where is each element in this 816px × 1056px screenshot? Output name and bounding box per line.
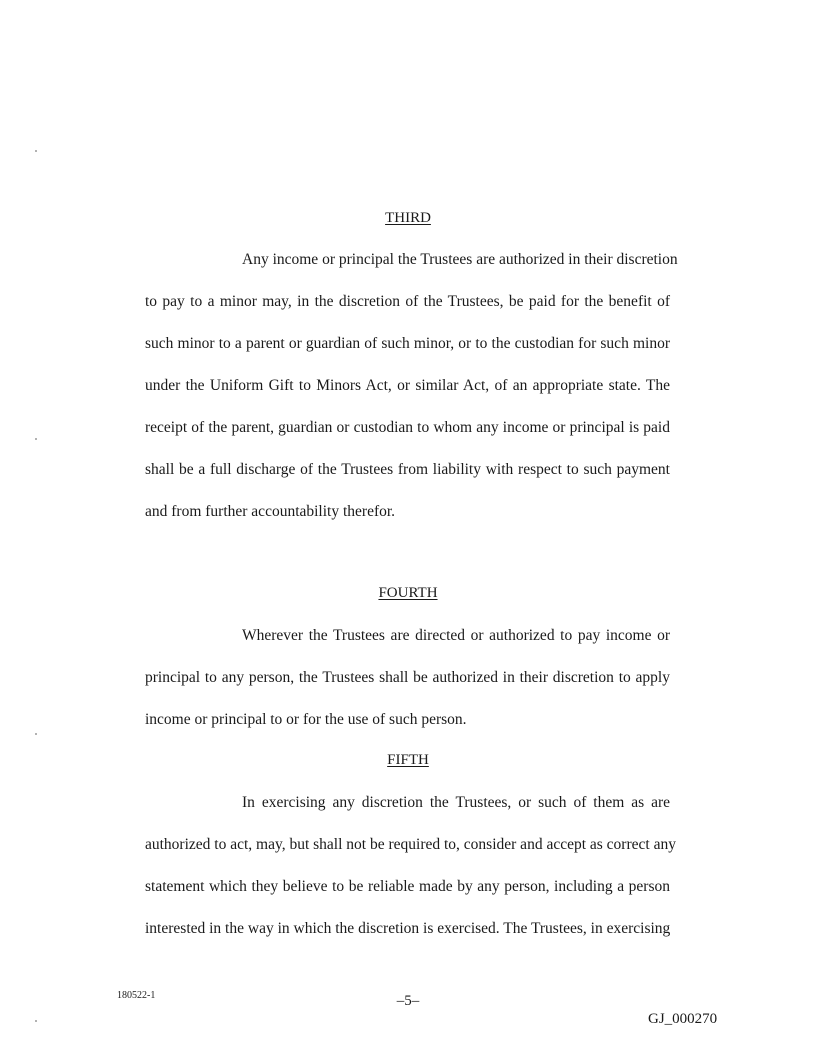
document-code: 180522-1 [117, 990, 156, 1001]
body-line: under the Uniform Gift to Minors Act, or similar Act, of an appropriate state. The [145, 377, 670, 394]
scan-speck [35, 438, 37, 440]
page-number: –5– [396, 993, 420, 1009]
body-line: receipt of the parent, guardian or custodian to whom any income or principal is paid [145, 419, 670, 436]
body-line: principal to any person, the Trustees shall be authorized in their discretion to apply [145, 669, 670, 686]
body-line: and from further accountability therefor. [145, 503, 396, 520]
scan-speck [35, 1020, 37, 1022]
bates-number: GJ_000270 [648, 1011, 718, 1027]
scan-speck [35, 733, 37, 735]
scan-speck [35, 150, 37, 152]
body-line: income or principal to or for the use of such person. [145, 711, 467, 728]
section-body-third [145, 251, 678, 545]
body-line: statement which they believe to be reliable made by any person, including a person [145, 878, 670, 895]
section-heading-third: THIRD [385, 210, 431, 226]
body-line: to pay to a minor may, in the discretion of the Trustees, be paid for the benefit of [145, 293, 670, 310]
body-line: Wherever the Trustees are directed or authorized to pay income or [242, 627, 670, 644]
body-line: authorized to act, may, but shall not be required to, consider and accept as correct any [145, 836, 676, 853]
body-line: such minor to a parent or guardian of such minor, or to the custodian for such minor [145, 335, 670, 352]
body-line: shall be a full discharge of the Trustees from liability with respect to such payment [145, 461, 670, 478]
body-line: interested in the way in which the discretion is exercised. The Trustees, in exercising [145, 920, 671, 937]
section-heading-fourth: FOURTH [378, 585, 438, 601]
section-body-fourth [145, 627, 670, 753]
section-body-fifth [145, 794, 676, 962]
body-line: Any income or principal the Trustees are authorized in their discretion [242, 251, 678, 268]
section-heading-fifth: FIFTH [387, 752, 429, 768]
body-line: In exercising any discretion the Trustees, or such of them as are [242, 794, 670, 811]
